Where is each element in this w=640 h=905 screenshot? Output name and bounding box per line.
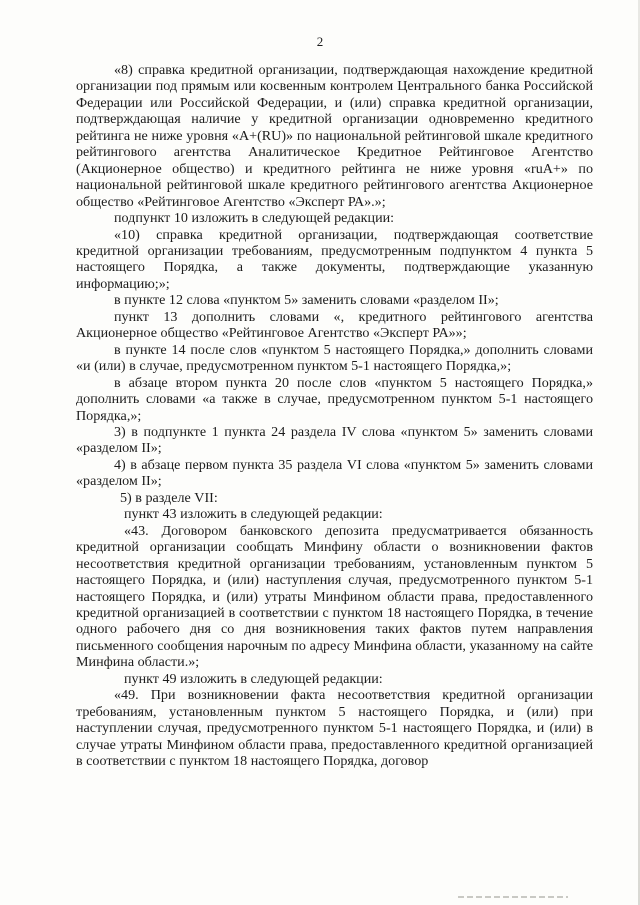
paragraph-amendment-4: 4) в абзаце первом пункта 35 раздела VI слова «пунктом 5» заменить словами «разделом II»; bbox=[76, 456, 593, 490]
paragraph-point-49: «49. При возникновении факта несоответствия кредитной организации требованиям, установленным пунктом 5 настоящего Порядка, и (или) при наступлении случая, предусмотренного пунктом 5-1 настоящего Порядка, и (или) в случае утраты Минфином области права, предоставленного кредитной организацией в соответствии с пунктом 18 настоящего Порядка, договор bbox=[76, 687, 593, 770]
paragraph-subitem-10-intro: подпункт 10 изложить в следующей редакции: bbox=[114, 210, 395, 227]
paragraph-amendment-5: 5) в разделе VII: bbox=[120, 489, 218, 506]
document-body bbox=[76, 62, 593, 769]
paragraph-point-43-intro: пункт 43 изложить в следующей редакции: bbox=[124, 506, 383, 523]
paragraph-item-10: «10) справка кредитной организации, подтверждающая соответствие кредитной организации требованиям, предусмотренным подпунктом 4 пункта 5 настоящего Порядка, а также документы, подтверждающие указанную информацию;»; bbox=[76, 226, 593, 292]
page-number: 2 bbox=[316, 34, 324, 49]
paragraph-amendment-3: 3) в подпункте 1 пункта 24 раздела IV слова «пунктом 5» заменить словами «разделом II»; bbox=[76, 423, 593, 457]
paragraph-point-14: в пункте 14 после слов «пунктом 5 настоящего Порядка,» дополнить словами «и (или) в случае, предусмотренном пунктом 5-1 настоящего Порядка,»; bbox=[76, 341, 593, 375]
paragraph-point-12: в пункте 12 слова «пунктом 5» заменить словами «разделом II»; bbox=[114, 292, 499, 309]
scan-artifact bbox=[458, 896, 568, 898]
paragraph-point-43: «43. Договором банковского депозита предусматривается обязанность кредитной организации сообщать Минфину области о возникновении фактов несоответствия кредитной организации требованиям, установленным пунктом 5 настоящего Порядка, и (или) наступления случая, предусмотренного пунктом 5-1 настоящего Порядка, и (или) утраты Минфином области права, предоставленного кредитной организацией в соответствии с пунктом 18 настоящего Порядка, в течение одного рабочего дня со дня возникновения таких фактов путем направления письменного сообщения нарочным по адресу Минфина области, указанному на сайте Минфина области.»; bbox=[76, 522, 593, 671]
paragraph-point-49-intro: пункт 49 изложить в следующей редакции: bbox=[124, 670, 383, 687]
paragraph-item-8: «8) справка кредитной организации, подтверждающая нахождение кредитной организации под прямым или косвенным контролем Центрального банка Российской Федерации или Российской Федерации, и (или) справка кредитной организации, подтверждающая наличие у кредитной организации одновременно кредитного рейтинга не ниже уровня «A+(RU)» по национальной рейтинговой шкале кредитного рейтингового агентства Аналитическое Кредитное Рейтинговое Агентство (Акционерное общество) и кредитного рейтинга не ниже уровня «ruA+» по национальной рейтинговой шкале кредитного рейтингового агентства Акционерное общество «Рейтинговое Агентство «Эксперт РА».»; bbox=[76, 62, 593, 210]
paragraph-point-20: в абзаце втором пункта 20 после слов «пунктом 5 настоящего Порядка,» дополнить словами «а также в случае, предусмотренном пунктом 5-1 настоящего Порядка,»; bbox=[76, 374, 593, 424]
paragraph-point-13: пункт 13 дополнить словами «, кредитного рейтингового агентства Акционерное общество «Рейтинговое Агентство «Эксперт РА»»; bbox=[76, 308, 593, 342]
